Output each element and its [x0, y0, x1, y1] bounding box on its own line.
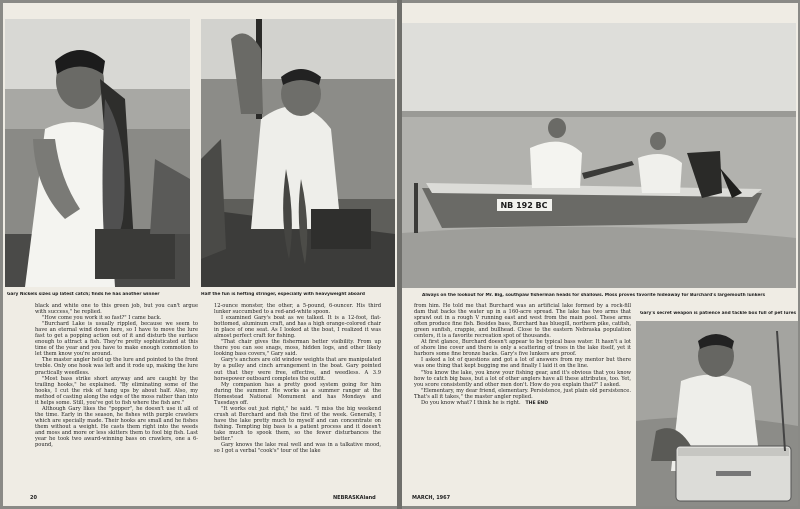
paragraph: black and white one to this green job, but you can't argue with success," he replied. [35, 303, 198, 316]
paragraph: 12-ounce monster, the other, a 5-pound, 6-ouncer. His third lunker succumbed to a red-and-white spoon. [214, 303, 381, 316]
paragraph: "How come you work it so fast?" I came back. [42, 315, 162, 322]
paragraph: "It works out just right," he said. "I miss the big weekend crush at Burchard and fish the first of the week. Generally, I have the lake pretty much to myself and can concentrate on fishing. Tempting big bass is a patient process and it doesn't take much to spook them, so the fewer disturbances the better." [214, 405, 381, 443]
paragraph: I examined Gary's boat as we talked. It is a 12-foot, flat-bottomed, aluminum craft, and has a high orange-colored chair in place of one seat. As I looked at the boat, I realized it was almost perfect craft for fishing. [214, 315, 381, 340]
caption-photo4: Gary's secret weapon is patience and tackle box full of pet lures [640, 311, 797, 316]
left-page [3, 3, 397, 506]
caption-photo3: Always on the lookout for Mr. Big, southpaw fisherman heads for shallows. Moss proves favorite hideaway for Burchard's largemouth lunkers [422, 293, 766, 298]
paragraph: "Most bass strike short anyway and are caught by the trailing hooks," he explained. "By eliminating some of the hooks, I cut the risk of hang ups by about half. Also, my method of casting along the edge of the moss rather than into it helps some. Still, you've got to fish where the fish are." [35, 375, 198, 406]
right-page [402, 3, 798, 506]
photo-man-with-bass [5, 19, 190, 287]
paragraph: from him. He told me that Burchard was an artificial lake formed by a rock-fill dam that backs the water up in a 160-acre spread. The lake has two arms that sprawl out in a rough V running east and west from the main pool. These arms often produce fine fish. Besides bass, Burchard has bluegill, northern pike, catfish, green sunfish, crappie, and bullhead. Close to the eastern Nebraska population centers, it is a favorite recreation spot of thousands. [414, 303, 631, 340]
page-number: 20 [30, 495, 37, 501]
text-column-3 [414, 303, 631, 489]
issue-date: MARCH, 1967 [412, 495, 451, 501]
paragraph: "That chair gives the fisherman better visibility. From up there you can see snags, moss, hidden logs, and other likely looking bass covers," Gary said. [214, 339, 381, 358]
paragraph: At first glance, Burchard doesn't appear to be typical bass water. It hasn't a lot of shore line cover and there is only a scattering of trees in the lake itself, yet it harbors some fine bronze backs. Gary's five lunkers are proof. [414, 339, 631, 358]
text-column-1 [35, 303, 198, 493]
photo-stringer [201, 19, 395, 287]
text-column-2 [214, 303, 381, 493]
photo-boat [402, 23, 796, 288]
boat-registration: NB 192 BC [500, 201, 548, 210]
paragraph: "You know the lake, you know your fishing gear, and it's obvious that you know how to catch big bass, but a lot of other anglers have all these attributes, too. Yet, you score consistently and other men don't. How do you explain that?" I asked. [414, 369, 631, 388]
photo-tackle-box [636, 321, 798, 506]
paragraph: My companion has a pretty good system going for him during the summer. He works as a summer ranger at the Homestead National Monument and has Mondays and Tuesdays off. [214, 381, 381, 406]
paragraph: I asked a lot of questions and got a lot of answers from my mentor but there was one thing that kept bugging me and finally I laid it on the line. [414, 357, 631, 370]
paragraph: "Burchard Lake is usually rippled, because we seem to have an eternal wind down here, so I have to move the lure fast to get a popping action out of it and disturb the surface enough to attract a fish. They're pretty sophisticated at this time of the year and you have to make enough commotion to let them know you're around. [35, 321, 198, 358]
last-line: Do you know what? I think he is right. [421, 399, 521, 406]
magazine-name: NEBRASKAland [333, 495, 376, 501]
paragraph: Although Gary likes the "popper", he doesn't use it all of the time. Early in the season, he fishes with purple crawlers which are specially made. Their hooks are small and he fishes them without a weight. He casts them right into the weeds and moss and more or less skitters them to fool big fish. Last year he took two award-winning bass on crawlers, one a 6-pound, [35, 405, 198, 449]
paragraph: The master angler held up the lure and pointed to the front treble. Only one hook was left and it rode up, making the lure practically weedless. [35, 357, 198, 376]
paragraph: "Elementary, my dear friend, elementary. Persistence, just plain old persistence. That's all it takes," the master angler replied. [414, 387, 631, 400]
caption-photo2: Half the fun is hefting stringer, especially with heavyweight aboard [201, 292, 365, 297]
caption-photo1: Gary Nickels sizes up latest catch; finds he has another winner [7, 292, 160, 297]
paragraph: Gary's anchors are old window weights that are manipulated by a pulley and cinch arrangement in the boat. Gary pointed out that they were free, effective, and weedless. A 3.9 horsepower outboard completes the outfit. [214, 357, 381, 382]
end-mark: THE END [525, 400, 549, 406]
paragraph: Gary knows the lake real well and was in a talkative mood, so I got a verbal "cook's" tour of the lake [214, 442, 381, 455]
paragraph [414, 400, 631, 407]
